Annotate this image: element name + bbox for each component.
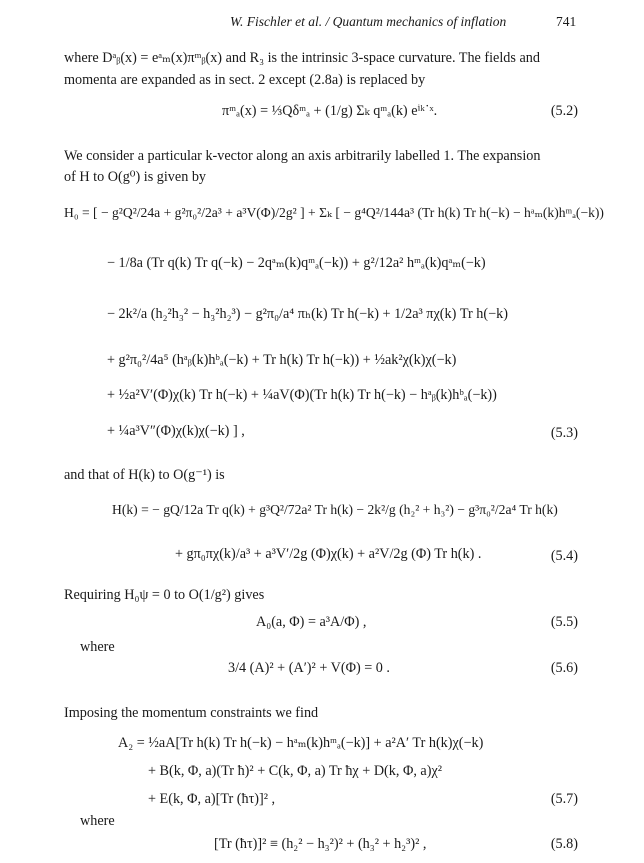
equation-5-3-line: − 1/8a (Tr q(k) Tr q(−k) − 2qᵃₘ(k)qᵐₐ(−k)) + g²/12a² hᵐₐ(k)qᵃₘ(−k) — [107, 255, 486, 271]
equation-5-4-line: H(k) = − gQ/12a Tr q(k) + g³Q²/72a² Tr h(k) − 2k²/g (h₂² + h₃²) − g³π₀²/2a⁴ Tr h(k) — [112, 502, 558, 517]
equation-number: (5.4) — [550, 548, 578, 564]
equation-5-7-line: + B(k, Φ, a)(Tr ħ)² + C(k, Φ, a) Tr ħχ + D(k, Φ, a)χ² — [148, 763, 443, 779]
paragraph-line: momenta are expanded as in sect. 2 except (2.8a) is replaced by — [64, 72, 426, 88]
paragraph-line: Requiring H₀ψ = 0 to O(1/g²) gives — [64, 587, 265, 603]
equation-number: (5.7) — [550, 791, 578, 807]
equation-number: (5.6) — [550, 660, 578, 676]
equation-number: (5.3) — [550, 425, 578, 441]
paragraph-line: Imposing the momentum constraints we find — [64, 705, 319, 721]
equation-5-2: πᵐₐ(x) = ⅓Qδᵐₐ + (1/g) Σₖ qᵐₐ(k) eⁱᵏ˙ˣ. — [222, 103, 438, 119]
equation-number: (5.5) — [550, 614, 578, 630]
equation-5-6: 3/4 (A)² + (A′)² + V(Φ) = 0 . — [228, 660, 390, 676]
equation-5-7-line: A₂ = ½aA[Tr h(k) Tr h(−k) − hᵃₘ(k)hᵐₐ(−k)] + a²A′ Tr h(k)χ(−k) — [118, 735, 484, 751]
paragraph-line: and that of H(k) to O(g⁻¹) is — [64, 467, 225, 483]
page-number: 741 — [556, 14, 577, 29]
equation-5-3-line: + g²π₀²/4a⁵ (hᵃᵦ(k)hᵇₐ(−k) + Tr h(k) Tr h(−k)) + ½ak²χ(k)χ(−k) — [107, 352, 457, 368]
paragraph-line: We consider a particular k-vector along an axis arbitrarily labelled 1. The expansion — [64, 148, 541, 164]
equation-5-3-line: H₀ = [ − g²Q²/24a + g²π₀²/2a³ + a³V(Φ)/2g² ] + Σₖ [ − g⁴Q²/144a³ (Tr h(k) Tr h(−k) − hᵃₘ(k)hᵐₐ(−k)) — [64, 205, 604, 220]
equation-5-3-line: + ½a²V′(Φ)χ(k) Tr h(−k) + ¼aV(Φ)(Tr h(k) Tr h(−k) − hᵃᵦ(k)hᵇₐ(−k)) — [107, 387, 497, 403]
page-header — [0, 14, 644, 34]
equation-5-8: [Tr (ħτ)]² ≡ (h₂² − h₃²)² + (h₃² + h₂³)² , — [214, 836, 427, 852]
running-head: W. Fischler et al. / Quantum mechanics of inflation — [230, 14, 507, 29]
paragraph-line: where — [80, 813, 115, 829]
equation-number: (5.2) — [550, 103, 578, 119]
equation-5-5: A₀(a, Φ) = a³A/Φ) , — [256, 614, 367, 630]
equation-number: (5.8) — [550, 836, 578, 852]
equation-5-3-line: + ¼a³V″(Φ)χ(k)χ(−k) ] , — [107, 423, 245, 439]
paragraph-line: where — [80, 639, 115, 655]
paragraph-line: where Dᵃᵦ(x) = eᵃₘ(x)πᵐᵦ(x) and R₃ is the intrinsic 3-space curvature. The fields and — [64, 50, 540, 66]
equation-5-7-line: + E(k, Φ, a)[Tr (ħτ)]² , — [148, 791, 276, 807]
equation-5-3-line: − 2k²/a (h₂²h₃² − h₃²h₂³) − g²π₀/a⁴ πₕ(k) Tr h(−k) + 1/2a³ πχ(k) Tr h(−k) — [107, 306, 508, 322]
equation-5-4-line: + gπ₀πχ(k)/a³ + a³V′/2g (Φ)χ(k) + a²V/2g (Φ) Tr h(k) . — [175, 546, 482, 562]
paragraph-line: of H to O(g⁰) is given by — [64, 169, 207, 185]
